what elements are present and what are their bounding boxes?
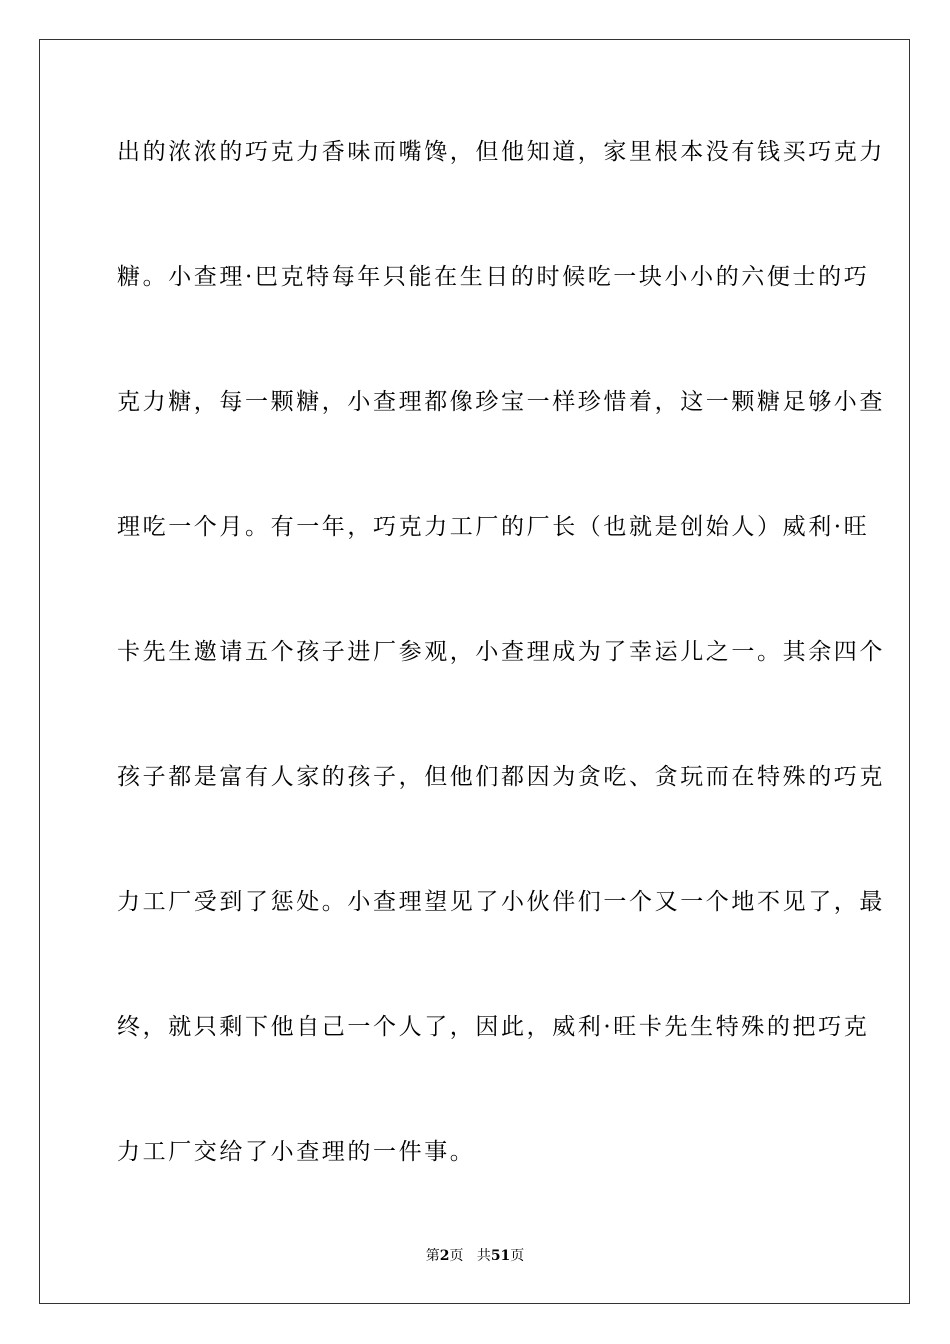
text-line: 终，就只剩下他自己一个人了，因此，威利·旺卡先生特殊的把巧克 [117,1014,870,1040]
text-line: 力工厂受到了惩处。小查理望见了小伙伴们一个又一个地不见了，最 [117,889,885,915]
text-line: 理吃一个月。有一年，巧克力工厂的厂长（也就是创始人）威利·旺 [117,514,870,540]
total-suffix: 页 [510,1248,525,1264]
text-line: 卡先生邀请五个孩子进厂参观，小查理成为了幸运儿之一。其余四个 [117,639,885,665]
text-line: 力工厂交给了小查理的一件事。 [117,1139,476,1165]
text-line: 出的浓浓的巧克力香味而嘴馋，但他知道，家里根本没有钱买巧克力 [117,139,885,165]
page-footer [0,1246,950,1266]
page-suffix: 页 [449,1248,464,1264]
text-line: 孩子都是富有人家的孩子，但他们都因为贪吃、贪玩而在特殊的巧克 [117,764,885,790]
body-text [117,130,885,1255]
text-line: 克力糖，每一颗糖，小查理都像珍宝一样珍惜着，这一颗糖足够小查 [117,389,885,415]
page-prefix: 第 [425,1248,440,1264]
total-prefix: 共 [476,1248,491,1264]
text-line: 糖。小查理·巴克特每年只能在生日的时候吃一块小小的六便士的巧 [117,264,870,290]
page-number: 2 [439,1248,450,1264]
total-pages: 51 [490,1248,511,1264]
